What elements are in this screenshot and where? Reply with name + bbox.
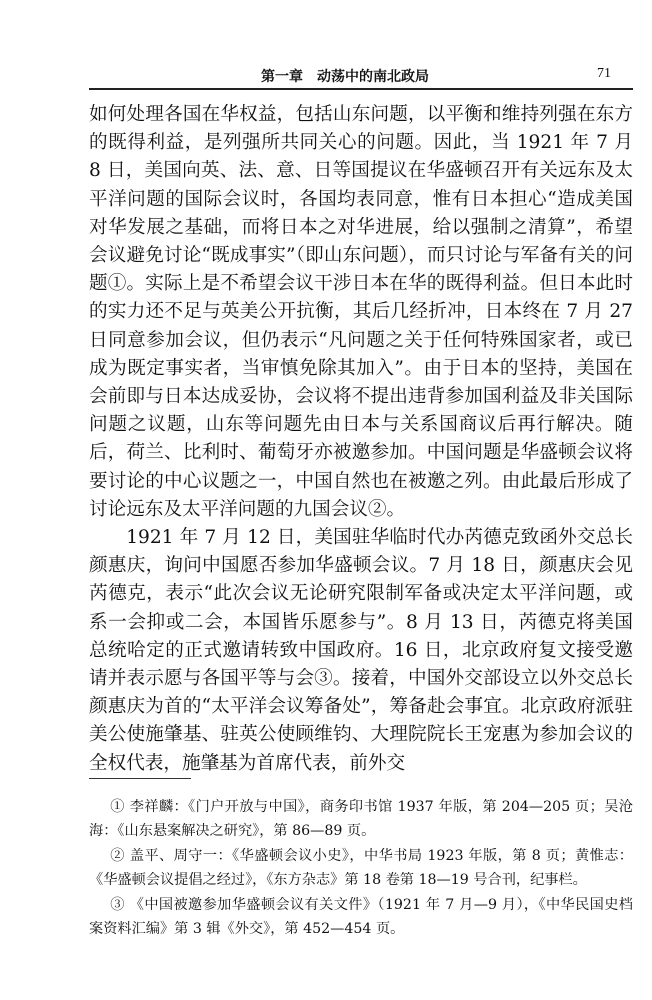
footnotes — [89, 796, 633, 943]
footnote-separator — [89, 778, 191, 779]
page-header — [89, 62, 633, 90]
footnote: ② 盖平、周守一：《华盛顿会议小史》，中华书局 1923 年版，第 8 页；黄惟志：《华盛顿会议提倡之经过》，《东方杂志》第 18 卷第 18—19 号合刊，纪事栏。 — [89, 848, 633, 888]
footnote: ③ 《中国被邀参加华盛顿会议有关文件》（1921 年 7 月—9 月），《中华民国史档案资料汇编》第 3 辑《外交》，第 452—454 页。 — [89, 897, 633, 937]
footnote: ① 李祥麟：《门户开放与中国》，商务印书馆 1937 年版，第 204—205 页；吴沧海：《山东悬案解决之研究》，第 86—89 页。 — [89, 799, 633, 839]
running-head: 第一章 动荡中的南北政局 — [261, 69, 429, 85]
page-number: 71 — [597, 66, 611, 81]
body-text — [89, 101, 633, 778]
paragraph: 1921 年 7 月 12 日，美国驻华临时代办芮德克致函外交总长颜惠庆，询问中国愿否参加华盛顿会议。7 月 18 日，颜惠庆会见芮德克，表示“此次会议无论研究限制军备或决定太平洋问题，或系一会抑或二会，本国皆乐愿参与”。8 月 13 日，芮德克将美国总统哈定的正式邀请转致中国政府。16 日，北京政府复文接受邀请并表示愿与各国平等与会③。接着，中国外交部设立以外交总长颜惠庆为首的“太平洋会议筹备处”，筹备赴会事宜。北京政府派驻美公使施肇基、驻英公使顾维钧、大理院院长王宠惠为参加会议的全权代表，施肇基为首席代表，前外交 — [89, 527, 633, 774]
paragraph: 如何处理各国在华权益，包括山东问题，以平衡和维持列强在东方的既得利益，是列强所共同关心的问题。因此，当 1921 年 7 月 8 日，美国向英、法、意、日等国提议在华盛顿召开有关远东及太平洋问题的国际会议时，各国均表同意，惟有日本担心“造成美国对华发展之基础，而将日本之对华进展，给以强制之清算”，希望会议避免讨论“既成事实”（即山东问题），而只讨论与军备有关的问题①。实际上是不希望会议干涉日本在华的既得利益。但日本此时的实力还不足与英美公开抗衡，其后几经折冲，日本终在 7 月 27 日同意参加会议，但仍表示“凡问题之关于任何特殊国家者，或已成为既定事实者，当审慎免除其加入”。由于日本的坚持，美国在会前即与日本达成妥协，会议将不提出违背参加国利益及非关国际问题之议题，山东等问题先由日本与关系国商议后再行解决。随后，荷兰、比利时、葡萄牙亦被邀参加。中国问题是华盛顿会议将要讨论的中心议题之一，中国自然也在被邀之列。由此最后形成了讨论远东及太平洋问题的九国会议②。 — [89, 104, 633, 520]
